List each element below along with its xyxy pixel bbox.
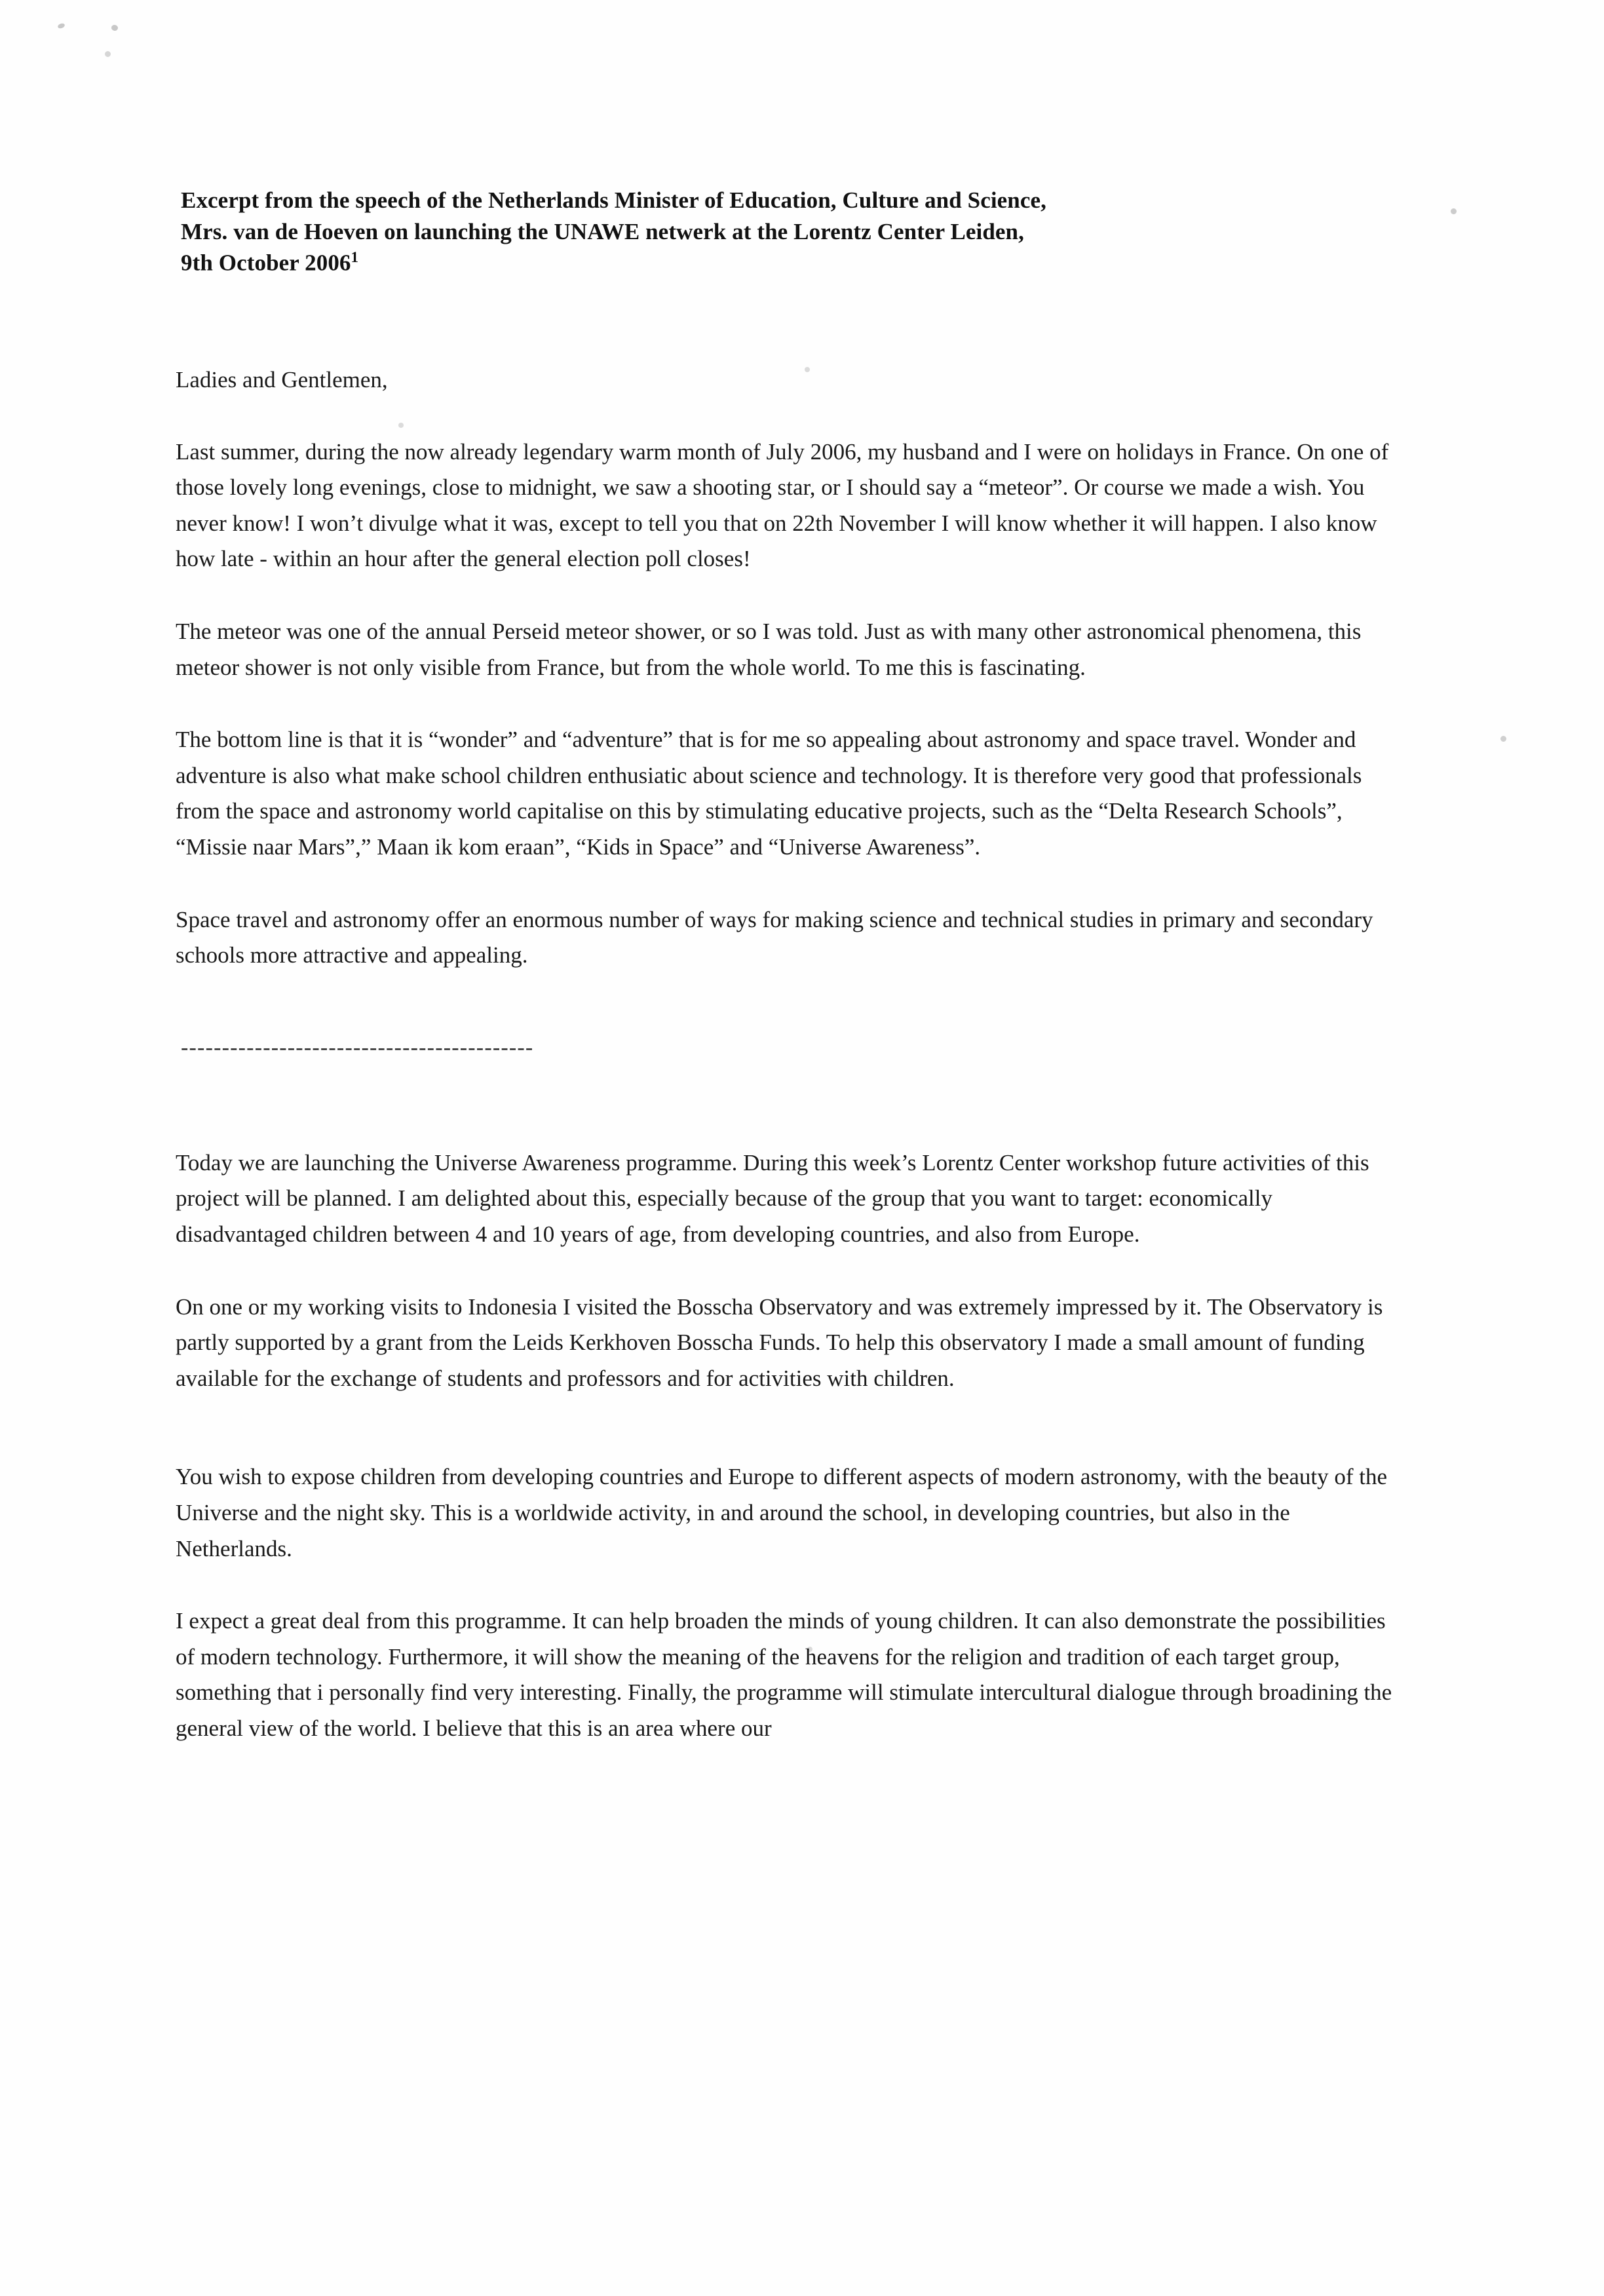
document-title — [181, 185, 1394, 278]
paragraph-2: The meteor was one of the annual Perseid meteor shower, or so I was told. Just as with many other astronomical phenomena, this meteor shower is not only visible from France, but from the whole world. To me this is fascinating. — [176, 619, 1362, 680]
salutation: Ladies and Gentlemen, — [176, 367, 388, 393]
scan-artifact-speck — [57, 22, 66, 29]
paragraph-5: Today we are launching the Universe Awareness programme. During this week’s Lorentz Center workshop future activities of this project will be planned. I am delighted about this, especially because of the group that you want to target: economically disadvantaged children between 4 and 10 years of age, from developing countries, and also from Europe. — [176, 1149, 1369, 1247]
scan-artifact-speck — [105, 51, 111, 57]
title-line-1: Excerpt from the speech of the Netherlands Minister of Education, Culture and Science, — [181, 187, 1046, 213]
scan-artifact-speck — [111, 24, 119, 31]
paragraph-4: Space travel and astronomy offer an enormous number of ways for making science and technical studies in primary and secondary schools more attractive and appealing. — [176, 906, 1373, 968]
scan-artifact-speck — [1451, 208, 1457, 214]
paragraph-7: You wish to expose children from developing countries and Europe to different aspects of modern astronomy, with the beauty of the Universe and the night sky. This is a worldwide activity, in and around the school, in developing countries, but also in the Netherlands. — [176, 1464, 1388, 1561]
paragraph-8: I expect a great deal from this programme. It can help broaden the minds of young children. It can also demonstrate the possibilities of modern technology. Furthermore, it will show the meaning of the heavens for the religion and tradition of each target group, something that i personally find very interesting. Finally, the programme will stimulate intercultural dialogue through broadining the general view of the world. I believe that this is an area where our — [176, 1608, 1392, 1741]
footnote-marker: 1 — [351, 249, 359, 266]
document-body — [176, 185, 1394, 1746]
title-line-2: Mrs. van de Hoeven on launching the UNAWE netwerk at the Lorentz Center Leiden, — [181, 218, 1024, 244]
section-divider: ------------------------------------------- — [181, 1036, 534, 1059]
paragraph-3: The bottom line is that it is “wonder” and “adventure” that is for me so appealing about astronomy and space travel. Wonder and adventure is also what make school children enthusiatic about science and technology. It is therefore very good that professionals from the space and astronomy world capitalise on this by stimulating educative projects, such as the “Delta Research Schools”, “Missie naar Mars”,” Maan ik kom eraan”, “Kids in Space” and “Universe Awareness”. — [176, 727, 1362, 860]
title-line-3: 9th October 2006 — [181, 250, 351, 276]
scan-artifact-speck — [1500, 736, 1506, 742]
paragraph-6: On one or my working visits to Indonesia I visited the Bosscha Observatory and was extremely impressed by it. The Observatory is partly supported by a grant from the Leids Kerkhoven Bosscha Funds. To help this observatory I made a small amount of funding available for the exchange of students and professors and for activities with children. — [176, 1293, 1383, 1391]
paragraph-1: Last summer, during the now already legendary warm month of July 2006, my husband and I were on holidays in France. On one of those lovely long evenings, close to midnight, we saw a shooting star, or I should say a “meteor”. Or course we made a wish. You never know! I won’t divulge what it was, except to tell you that on 22th November I will know whether it will happen. I also know how late - within an hour after the general election poll closes! — [176, 438, 1389, 572]
